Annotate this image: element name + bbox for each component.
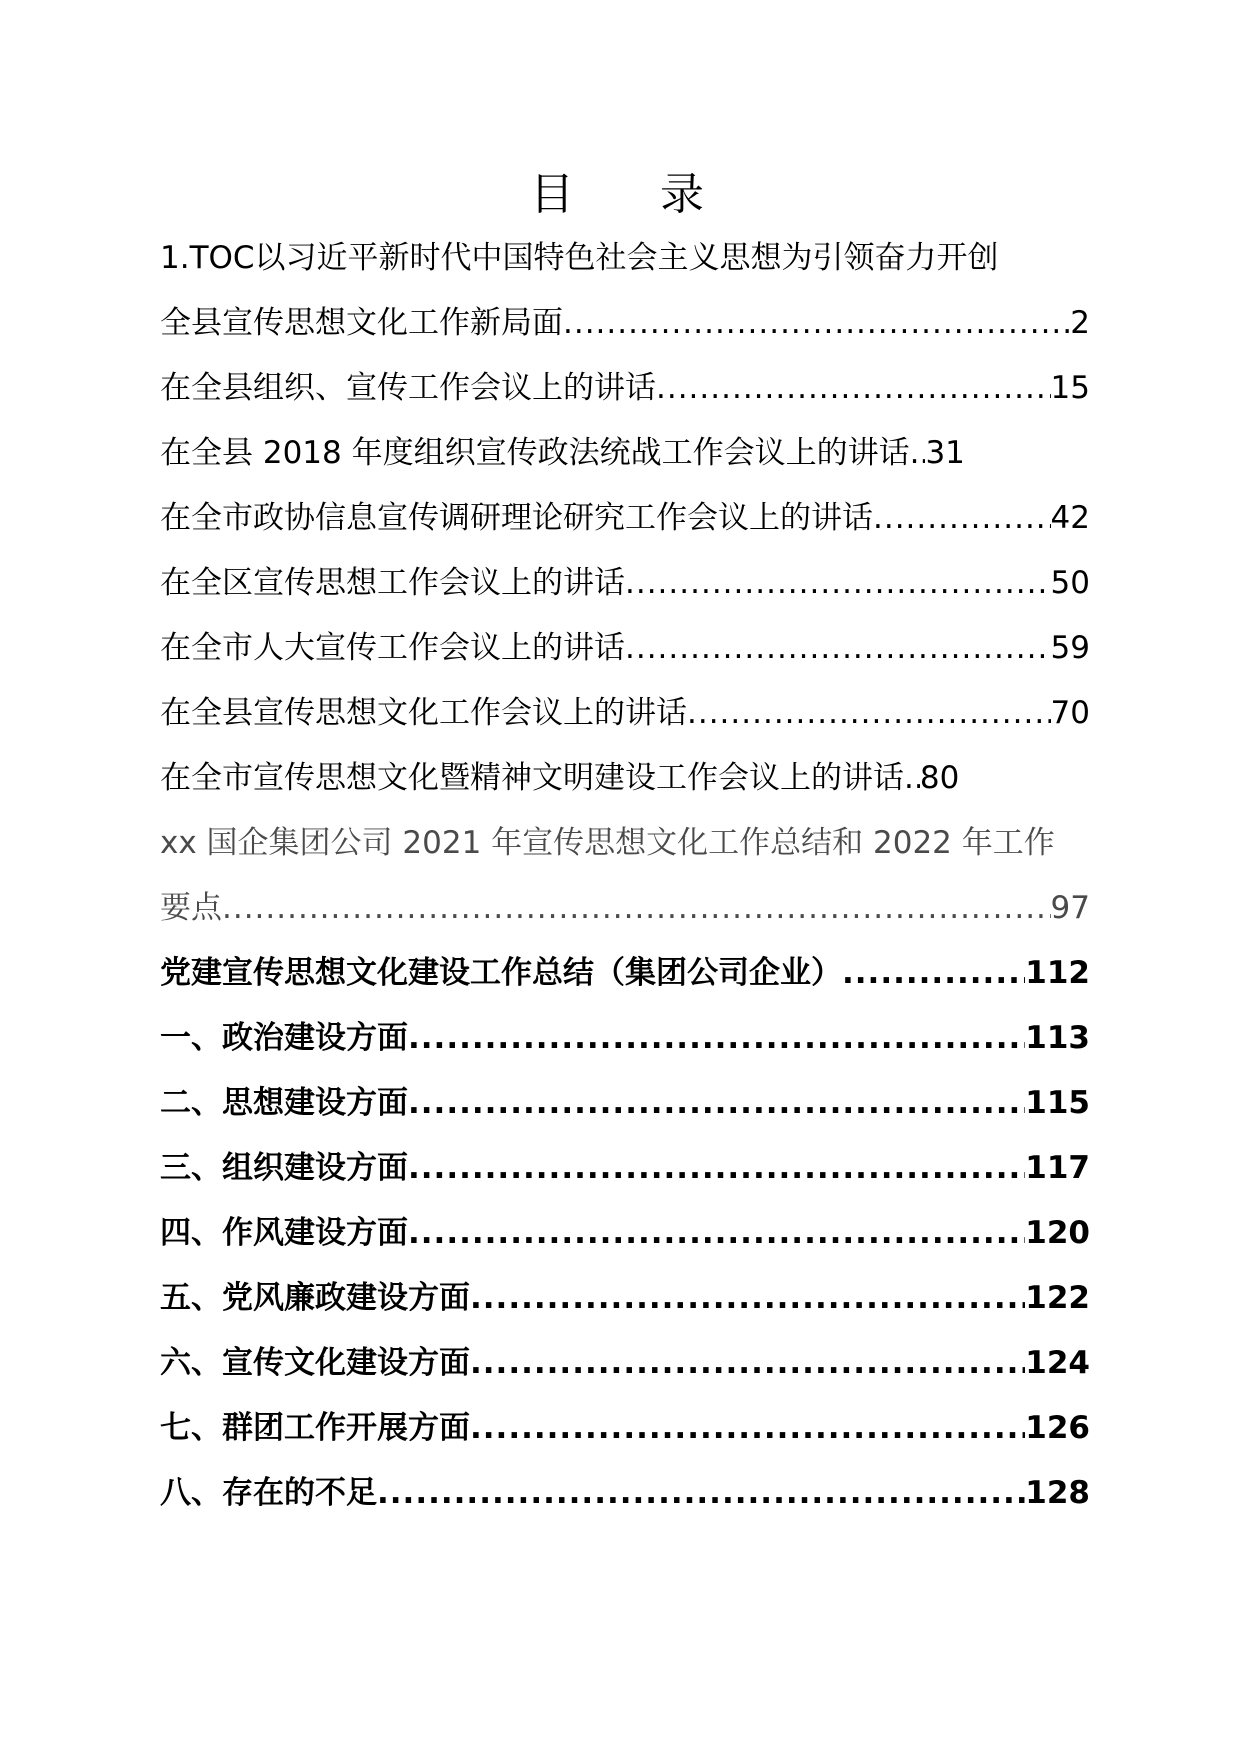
toc-entry[interactable] — [160, 1006, 1090, 1071]
toc-entry-title: 要点 — [160, 890, 222, 926]
toc-entry[interactable] — [160, 1331, 1090, 1396]
toc-entry[interactable] — [160, 1266, 1090, 1331]
toc-entry-line — [160, 551, 1090, 616]
toc-leader-dots — [563, 291, 1070, 356]
toc-entry[interactable] — [160, 1201, 1090, 1266]
toc-leader-dots — [842, 941, 1025, 1006]
toc-entry-title: 六、宣传文化建设方面 — [160, 1345, 470, 1381]
toc-entry-title: 五、党风廉政建设方面 — [160, 1280, 470, 1316]
toc-entry-line — [160, 941, 1090, 1006]
toc-leader-dots — [470, 1396, 1025, 1461]
toc-entry[interactable] — [160, 226, 1090, 356]
toc-leader-dots — [687, 681, 1051, 746]
toc-page-number: 42 — [1050, 500, 1090, 536]
toc-entry-title: 在全市人大宣传工作会议上的讲话 — [160, 630, 625, 666]
toc-entry[interactable] — [160, 1396, 1090, 1461]
toc-entry-title: 二、思想建设方面 — [160, 1085, 408, 1121]
page-title: 目 录 — [530, 169, 740, 220]
toc-page-number: 117 — [1025, 1150, 1090, 1186]
toc-leader-dots — [408, 1071, 1025, 1136]
toc-entry-line — [160, 1396, 1090, 1461]
toc-leader-dots — [625, 616, 1051, 681]
toc-entry-line — [160, 1331, 1090, 1396]
toc-leader-dots — [408, 1006, 1025, 1071]
toc-entry[interactable] — [160, 486, 1090, 551]
toc-page-number: 113 — [1025, 1020, 1090, 1056]
toc-page-number: 122 — [1025, 1280, 1090, 1316]
toc-entry-line — [160, 1461, 1090, 1526]
toc-entry-title: 党建宣传思想文化建设工作总结（集团公司企业） — [160, 955, 842, 991]
toc-entry[interactable] — [160, 941, 1090, 1006]
toc-entry-title: 1.TOC以习近平新时代中国特色社会主义思想为引领奋力开创 — [160, 240, 999, 276]
toc-page-number: 31 — [925, 435, 965, 471]
toc-entry-title: 在全市政协信息宣传调研理论研究工作会议上的讲话 — [160, 500, 873, 536]
toc-entry-title: 在全县 2018 年度组织宣传政法统战工作会议上的讲话. — [160, 435, 920, 471]
toc-entry-line — [160, 421, 1090, 486]
toc-leader-dots — [656, 356, 1051, 421]
toc-page-number: 124 — [1025, 1345, 1090, 1381]
toc-entry-title: 在全市宣传思想文化暨精神文明建设工作会议上的讲话. — [160, 760, 914, 796]
toc-page-number: 15 — [1050, 370, 1090, 406]
toc-leader-dots — [408, 1201, 1025, 1266]
toc-entry-line — [160, 746, 1090, 811]
toc-entry-title: 三、组织建设方面 — [160, 1150, 408, 1186]
toc-entry-title: 四、作风建设方面 — [160, 1215, 408, 1251]
toc-entry[interactable] — [160, 356, 1090, 421]
toc-leader-dots — [377, 1461, 1025, 1526]
toc-entry[interactable] — [160, 811, 1090, 941]
toc-entry-line — [160, 1201, 1090, 1266]
table-of-contents — [160, 226, 1090, 1526]
toc-entry[interactable] — [160, 1136, 1090, 1201]
toc-page-number: 50 — [1050, 565, 1090, 601]
toc-entry[interactable] — [160, 1071, 1090, 1136]
toc-leader-dots — [470, 1331, 1025, 1396]
toc-leader-dots — [470, 1266, 1025, 1331]
toc-page-number: 126 — [1025, 1410, 1090, 1446]
toc-entry-line — [160, 876, 1090, 941]
toc-entry-title: xx 国企集团公司 2021 年宣传思想文化工作总结和 2022 年工作 — [160, 825, 1055, 861]
toc-entry-title: 全县宣传思想文化工作新局面 — [160, 305, 563, 341]
toc-entry-title: 在全县组织、宣传工作会议上的讲话 — [160, 370, 656, 406]
toc-entry-line — [160, 1136, 1090, 1201]
toc-entry[interactable] — [160, 1461, 1090, 1526]
toc-entry-line — [160, 1266, 1090, 1331]
toc-entry-title: 一、政治建设方面 — [160, 1020, 408, 1056]
toc-page-number: 128 — [1025, 1475, 1090, 1511]
toc-page-number: 80 — [919, 760, 960, 796]
toc-leader-dots — [222, 876, 1051, 941]
toc-entry-line — [160, 616, 1090, 681]
toc-page-number: 59 — [1050, 630, 1090, 666]
toc-entry-title: 在全区宣传思想工作会议上的讲话 — [160, 565, 625, 601]
toc-entry-line — [160, 356, 1090, 421]
toc-page-number: 112 — [1025, 955, 1090, 991]
toc-page-number: 120 — [1025, 1215, 1090, 1251]
toc-entry-title: 七、群团工作开展方面 — [160, 1410, 470, 1446]
toc-leader-dots — [408, 1136, 1025, 1201]
toc-entry[interactable] — [160, 421, 1090, 486]
toc-entry[interactable] — [160, 551, 1090, 616]
toc-entry-line — [160, 226, 1090, 291]
toc-entry[interactable] — [160, 681, 1090, 746]
toc-page-number: 70 — [1050, 695, 1090, 731]
toc-leader-dots — [625, 551, 1051, 616]
toc-page-number: 2 — [1070, 305, 1090, 341]
toc-entry-title: 八、存在的不足 — [160, 1475, 377, 1511]
toc-entry-line — [160, 291, 1090, 356]
toc-entry-line — [160, 1071, 1090, 1136]
toc-page-number: 115 — [1025, 1085, 1090, 1121]
toc-leader-dots — [873, 486, 1051, 551]
toc-entry-line — [160, 486, 1090, 551]
toc-entry[interactable] — [160, 746, 1090, 811]
toc-page-number: 97 — [1050, 890, 1090, 926]
toc-entry-line — [160, 681, 1090, 746]
toc-entry-line — [160, 811, 1090, 876]
toc-entry-line — [160, 1006, 1090, 1071]
toc-entry[interactable] — [160, 616, 1090, 681]
toc-entry-title: 在全县宣传思想文化工作会议上的讲话 — [160, 695, 687, 731]
